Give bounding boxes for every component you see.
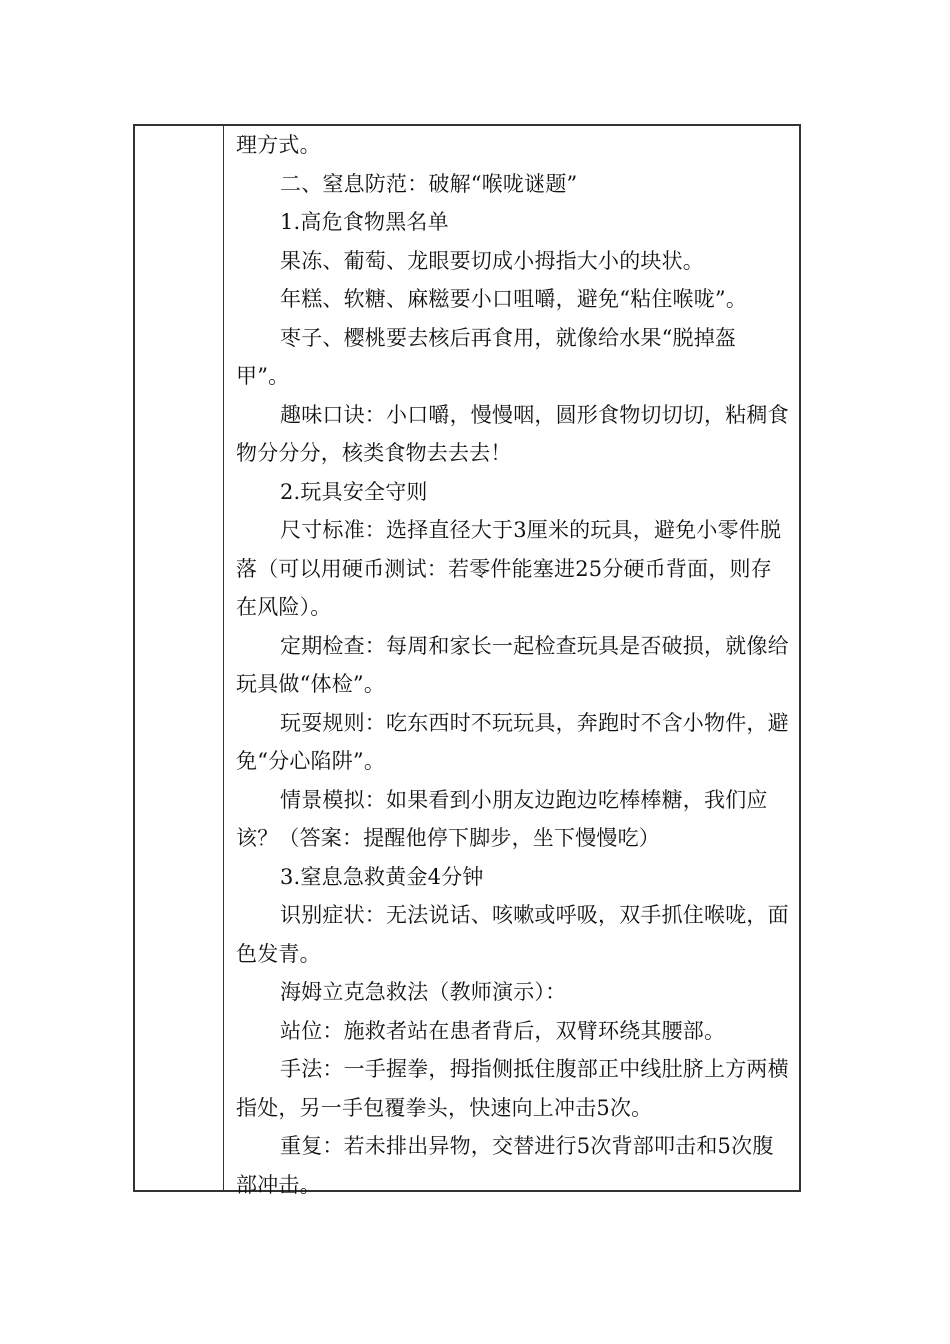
paragraph-rhyme: 趣味口诀：小口嚼，慢慢咽，圆形食物切切切，粘稠食物分分分，核类食物去去去！ [236, 402, 789, 465]
paragraph-regular-check: 定期检查：每周和家长一起检查玩具是否破损，就像给玩具做“体检”。 [236, 633, 789, 696]
paragraph-repeat: 重复：若未排出异物，交替进行5次背部叩击和5次腹部冲击。 [236, 1134, 774, 1197]
paragraph-sticky-foods: 年糕、软糖、麻糍要小口咀嚼，避免“粘住喉咙”。 [280, 287, 748, 311]
paragraph-scenario: 情景模拟：如果看到小朋友边跑边吃棒棒糖，我们应该？（答案：提醒他停下脚步，坐下慢慢吃） [236, 787, 768, 850]
content-body [236, 126, 789, 1204]
paragraph-cut-fruit: 果冻、葡萄、龙眼要切成小拇指大小的块状。 [280, 248, 704, 273]
paragraph-stance: 站位：施救者站在患者背后，双臂环绕其腰部。 [280, 1018, 726, 1043]
paragraph-technique: 手法：一手握拳，拇指侧抵住腹部正中线肚脐上方两横指处，另一手包覆拳头，快速向上冲击5次。 [236, 1057, 789, 1120]
subheading-toy-safety: 2.玩具安全守则 [280, 479, 428, 504]
paragraph-ending: 理方式。 [236, 133, 321, 157]
paragraph-size-standard: 尺寸标准：选择直径大于3厘米的玩具，避免小零件脱落（可以用硬币测试：若零件能塞进25分硬币背面，则存在风险）。 [236, 518, 782, 619]
paragraph-symptoms: 识别症状：无法说话、咳嗽或呼吸，双手抓住喉咙，面色发青。 [236, 903, 789, 966]
table-content-column [224, 126, 799, 1197]
lesson-table [133, 124, 801, 1197]
section-heading-choking-prevention: 二、窒息防范：破解“喉咙谜题” [280, 171, 578, 196]
paragraph-heimlich: 海姆立克急救法（教师演示）： [280, 980, 567, 1004]
subheading-first-aid: 3.窒息急救黄金4分钟 [280, 864, 484, 889]
paragraph-pit-removal: 枣子、樱桃要去核后再食用，就像给水果“脱掉盔甲”。 [236, 325, 737, 388]
subheading-high-risk-foods: 1.高危食物黑名单 [280, 210, 449, 234]
table-label-column [135, 126, 224, 1190]
paragraph-play-rules: 玩耍规则：吃东西时不玩玩具，奔跑时不含小物件，避免“分心陷阱”。 [236, 710, 789, 773]
